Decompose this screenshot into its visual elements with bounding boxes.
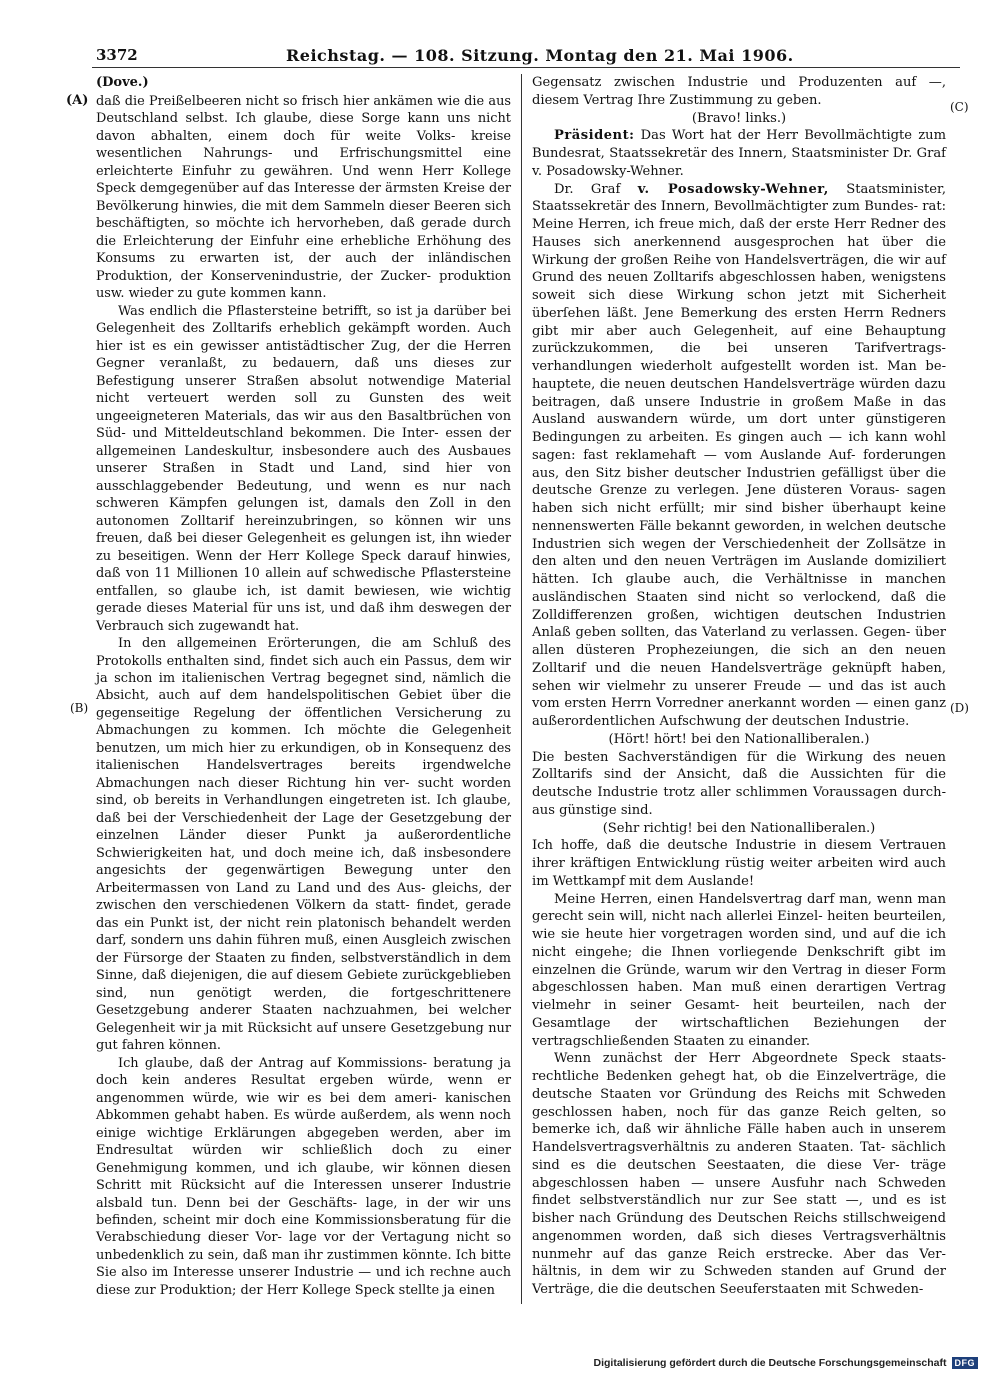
left-column [96, 93, 511, 1299]
dfg-logo: DFG [952, 1357, 979, 1369]
running-title: Reichstag. — 108. Sitzung. Montag den 21. Mai 1906. [286, 46, 794, 65]
margin-marker-d: (D) [950, 701, 969, 715]
header-rule [92, 67, 960, 68]
footer-text: Digitalisierung gefördert durch die Deutsche Forschungsgemeinschaft [593, 1357, 947, 1369]
paragraph: Ich hoffe, daß die deutsche Industrie in diesem Vertrauen ihrer kräftigen Entwicklung rüstig weiter arbeiten wird auch im Wettkampf mit dem Auslande! [532, 838, 946, 889]
page-header [96, 46, 960, 68]
right-column [532, 74, 946, 1299]
speaker-prefix: Dr. Graf [554, 181, 638, 197]
reaction: (Sehr richtig! bei den Nationalliberalen.) [602, 820, 876, 836]
reaction: (Bravo! links.) [691, 110, 787, 126]
digitization-footer [594, 1357, 978, 1369]
margin-marker-b: (B) [70, 701, 89, 715]
speech-paragraph [532, 181, 946, 731]
column-divider [521, 74, 522, 1304]
paragraph: Wenn zunächst der Herr Abgeordnete Speck staats- rechtliche Bedenken gehegt hat, ob die Einzelverträge, die deutsche Staaten vor Gründung des Reichs mit Schweden geschlossen haben, noch für das ganze Reich gelten, so bemerke ich, daß wir ähnliche Fälle haben auch in unserem Handelsvertragsverhältnis zu anderen Staaten. Tat- sächlich sind es die deutschen Seestaaten, die diese Ver- träge abgeschlossen haben — unsere Ausfuhr nach Schweden findet selbstverständlich nur zur See statt —, und es ist bisher nach Gründung des Deutschen Reichs stillschweigend angenommen worden, daß sich dieses Vertragsverhältnis nunmehr auf das ganze Reich erstrecke. Aber das Ver- hältnis, in dem wir zu Schweden standen auf Grund der Verträge, die die deutschen Seeuferstaaten mit Schweden- [532, 1051, 946, 1297]
paragraph: Die besten Sachverständigen für die Wirkung des neuen Zolltarifs sind der Ansicht, daß die Aussichten für die deutsche Industrie trotz aller schlimmen Voraussagen durch- aus günstige sind. [532, 749, 946, 818]
paragraph: Ich glaube, daß der Antrag auf Kommissions- beratung ja doch kein anderes Resultat ergeben würde, wenn er angenommen würde, wie wir es bei dem ameri- kanischen Abkommen gehabt haben. Es würde außerdem, als wenn noch einige wichtige Erklärungen abgegeben werden, aber im Endresultat würden wir schließlich doch zu einer Genehmigung kommen, und ich glaube, wir können diesen Schritt mit Rücksicht auf die Interessen unserer Industrie alsbald tun. Denn bei der Geschäfts- lage, in der wir uns befinden, scheint mir doch eine Kommissionsberatung für die Verabschiedung dieser Vor- lage vor der Vertagung nicht so unbedenklich zu sein, daß man ihr zustimmen könnte. Ich bitte Sie also im Interesse unserer Industrie — und ich rechne auch diese zur Produktion; der Herr Kollege Speck stellte ja einen [96, 1055, 511, 1298]
paragraph: Gegensatz zwischen Industrie und Produzenten auf —, diesem Vertrag Ihre Zustimmung zu geben. [532, 75, 946, 108]
speaker-tag: (Dove.) [96, 75, 149, 90]
paragraph: Was endlich die Pflastersteine betrifft, so ist ja darüber bei Gelegenheit des Zolltarifs erheblich gekämpft worden. Auch hier ist es ein gewisser antistädtischer Zug, der die Herren Gegner veranlaßt, zu bedauern, daß uns dieses zur Befestigung unserer Straßen absolut notwendige Material nicht verteuert werden soll zu Gunsten des weit ungeeigneteren Materials, das wir aus den Basaltbrüchen von Süd- und Mitteldeutschland bekommen. Die Inter- essen der allgemeinen Landeskultur, insbesondere auch des Ausbaues unserer Straßen in Stadt und Land, sind hier von ausschlaggebender Bedeutung, und wenn es nur nach schweren Kämpfen gelungen ist, damals den Zoll in den autonomen Zolltarif hereinzubringen, so können wir uns freuen, daß bei dieser Gelegenheit es gelungen ist, ihn wieder zu beseitigen. Wenn der Herr Kollege Speck darauf hinwies, daß von 11 Millionen 10 allein auf schwedische Pflastersteine entfallen, so glaube ich, ist damit bewiesen, wie wichtig gerade dieses Material für uns ist, und daß ihm deswegen der Verbrauch sich zugewandt hat. [96, 303, 511, 634]
president-text: Das Wort hat der Herr Bevollmächtigte zum Bundesrat, Staatssekretär des Innern, Staatsminister Dr. Graf v. Posadowsky-Wehner. [532, 128, 946, 179]
margin-marker-c: (C) [950, 100, 969, 114]
president-label: Präsident: [554, 128, 635, 144]
president-paragraph [532, 127, 946, 180]
page-number: 3372 [96, 46, 138, 64]
paragraph: In den allgemeinen Erörterungen, die am Schluß des Protokolls enthalten sind, findet sich auch ein Passus, dem wir ja schon im italienischen Vertrag begegnet sind, nämlich die Absicht, auch auf dem handelspolitischen Gebiet über die gegenseitige Regelung der öffentlichen Versicherung zu Abmachungen zu kommen. Ich möchte die Gelegenheit benutzen, um mich hier zu erkundigen, ob in Konsequenz des italienischen Handelsvertrages bereits irgendwelche Abmachungen nach dieser Richtung hin ver- sucht worden sind, ob bereits in Verhandlungen eingetreten ist. Ich glaube, daß bei der Verschiedenheit der Lage der Gesetzgebung der einzelnen Länder dieser Punkt ja außerordentliche Schwierigkeiten hat, und doch meine ich, daß insbesondere angesichts der gegenwärtigen Bewegung unter den Arbeitermassen von Land zu Land und des Aus- gleichs, der zwischen den verschiedenen Völkern da statt- findet, gerade das ein Punkt ist, der nicht rein platonisch behandelt werden darf, sondern uns dahin führen muß, einen Ausgleich zwischen der Fürsorge der Staaten zu finden, selbstverständlich in dem Sinne, daß diejenigen, die auf diesem Gebiete zurückgeblieben sind, nun genötigt werden, die fortgeschrittenere Gesetzgebung anderer Staaten nachzuahmen, bei welcher Gelegenheit wir ja mit Rücksicht auf unsere Gesetzgebung nur gut fahren können. [96, 636, 511, 1054]
speech-text: Staatsminister, Staatssekretär des Innern, Bevollmächtigter zum Bundes- rat: Meine Herren, ich freue mich, daß der erste Herr Redner des Hauses sich anerkennend ausgesprochen hat über die Wirkung der großen Reihe von Handelsverträgen, die wir auf Grund des neuen Zolltarifs abgeschlossen haben, wenigstens soweit sich diese Wirkung schon jetzt mit Sicherheit überſehen läßt. Jene Bemerkung des ersten Herrn Redners gibt mir aber auch Gelegenheit, auf eine Behauptung zurückzukommen, die bei unseren Tarifvertrags- verhandlungen wiederholt aufgestellt worden ist. Man be- hauptete, die neuen deutschen Handelsverträge würden dazu beitragen, daß unsere Industrie in großem Maße in das Ausland auswandern würde, um dort unter günstigeren Bedingungen zu arbeiten. Es gingen auch — ich kann wohl sagen: fast reklamehaft — vom Auslande Auf- forderungen aus, den Sitz bisher deutscher Industrien gefälligst über die deutsche Grenze zu verlegen. Jene düsteren Voraus- sagen haben sich nicht erfüllt; mir sind bisher überhaupt keine nennenswerten Fälle bekannt geworden, in welchen deutsche Industrien sich wegen der Verschiedenheit der Zollsätze in den alten und den neuen Verträgen im Auslande domiziliert hätten. Ich glaube auch, die Verhältnisse in manchen ausländischen Staaten sind nicht so verlockend, daß die Zolldifferenzen großen, wichtigen deutschen Industrien Anlaß geben sollten, das Vaterland zu verlassen. Gegen- über allen düsteren Prophezeiungen, die sich an den neuen Zolltarif und die neuen Handelsverträge geknüpft haben, sehen wir vielmehr zu unserer Freude — und das ist auch vom ersten Herrn Vorredner anerkannt worden — einen ganz außerordentlichen Aufschwung der deutschen Industrie. [532, 181, 946, 729]
reaction: (Hört! hört! bei den Nationalliberalen.) [608, 731, 870, 747]
speaker-name: v. Posadowsky-Wehner, [637, 181, 829, 197]
margin-marker-a: (A) [66, 93, 89, 108]
paragraph: daß die Preißelbeeren nicht so frisch hier ankämen wie die aus Deutschland selbst. Ich glaube, diese Sorge kann uns nicht davon abhalten, einem doch für weite Volks- kreise wesentlichen Nahrungs- und Erfrischungsmittel eine erleichterte Einfuhr zu gewähren. Und wenn Herr Kollege Speck demgegenüber auf das Interesse der ärmsten Kreise der Bevölkerung hinwies, die mit dem Sammeln dieser Beeren sich beschäftigten, so möchte ich hervorheben, daß gerade durch die Erleichterung der Einfuhr eine erhebliche Erhöhung des Konsums zu erwarten ist, der auch der inländischen Produktion, der Konservenindustrie, der Zucker- produktion usw. wieder zu gute kommen kann. [96, 94, 511, 302]
paragraph: Meine Herren, einen Handelsvertrag darf man, wenn man gerecht sein will, nicht nach allerlei Einzel- heiten beurteilen, wie sie heute hier vorgetragen worden sind, und auf die ich nicht eingehe; die Ihnen vorliegende Denkschrift gibt im einzelnen die Gründe, warum wir den Vertrag in dieser Form abgeschlossen haben. Man muß einen derartigen Vertrag vielmehr in seiner Gesamt- heit beurteilen, nach der Gesamtlage der wirtschaftlichen Beziehungen der vertragschließenden Staaten zu einander. [532, 891, 946, 1049]
